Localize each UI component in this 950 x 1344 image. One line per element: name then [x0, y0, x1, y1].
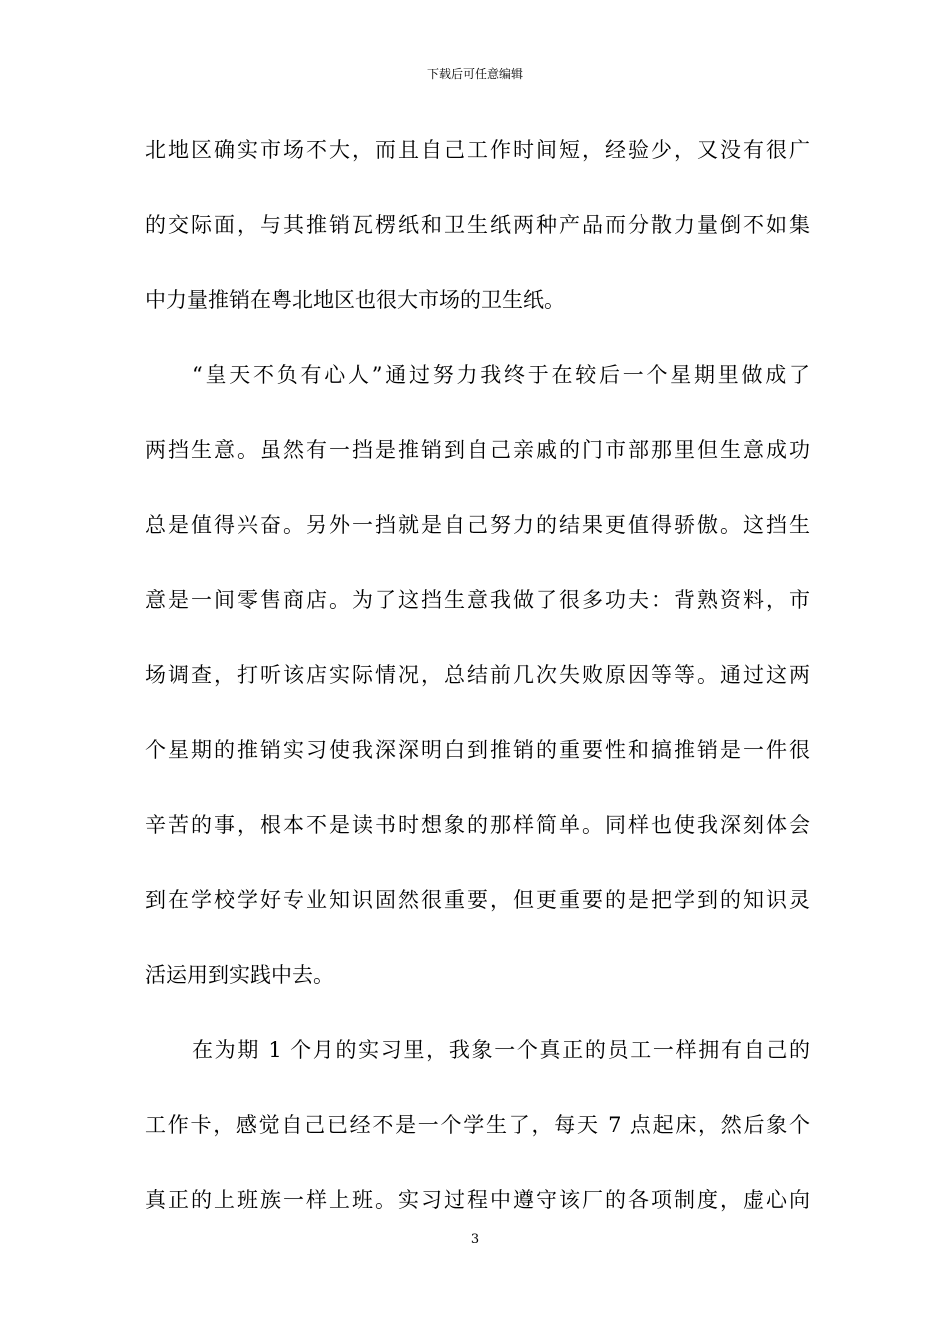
text-line: 中力量推销在粤北地区也很大市场的卫生纸。 [145, 288, 565, 312]
text-line: 活运用到实践中去。 [145, 963, 334, 987]
text-line: 北地区确实市场不大，而且自己工作时间短，经验少，又没有很广 [145, 138, 810, 162]
page-header: 下载后可任意编辑 [426, 67, 523, 81]
text-line: 到在学校学好专业知识固然很重要，但更重要的是把学到的知识灵 [145, 888, 810, 912]
text-line: 个星期的推销实习使我深深明白到推销的重要性和搞推销是一件很 [145, 738, 810, 762]
text-line: 的交际面，与其推销瓦楞纸和卫生纸两种产品而分散力量倒不如集 [145, 213, 810, 237]
text-line: 意是一间零售商店。为了这挡生意我做了很多功夫：背熟资料，市 [145, 588, 810, 612]
text-line: 辛苦的事，根本不是读书时想象的那样简单。同样也使我深刻体会 [145, 813, 810, 837]
text-line: 工作卡，感觉自己已经不是一个学生了，每天 7 点起床，然后象个 [145, 1113, 810, 1137]
text-line: “皇天不负有心人”通过努力我终于在较后一个星期里做成了 [192, 363, 810, 387]
text-line: 在为期 1 个月的实习里，我象一个真正的员工一样拥有自己的 [192, 1038, 810, 1062]
text-line: 场调查，打听该店实际情况，总结前几次失败原因等等。通过这两 [145, 663, 810, 687]
text-line: 真正的上班族一样上班。实习过程中遵守该厂的各项制度，虚心向 [145, 1188, 810, 1212]
text-line: 两挡生意。虽然有一挡是推销到自己亲戚的门市部那里但生意成功 [145, 438, 810, 462]
text-line: 总是值得兴奋。另外一挡就是自己努力的结果更值得骄傲。这挡生 [145, 513, 810, 537]
page-number: 3 [470, 1232, 480, 1247]
